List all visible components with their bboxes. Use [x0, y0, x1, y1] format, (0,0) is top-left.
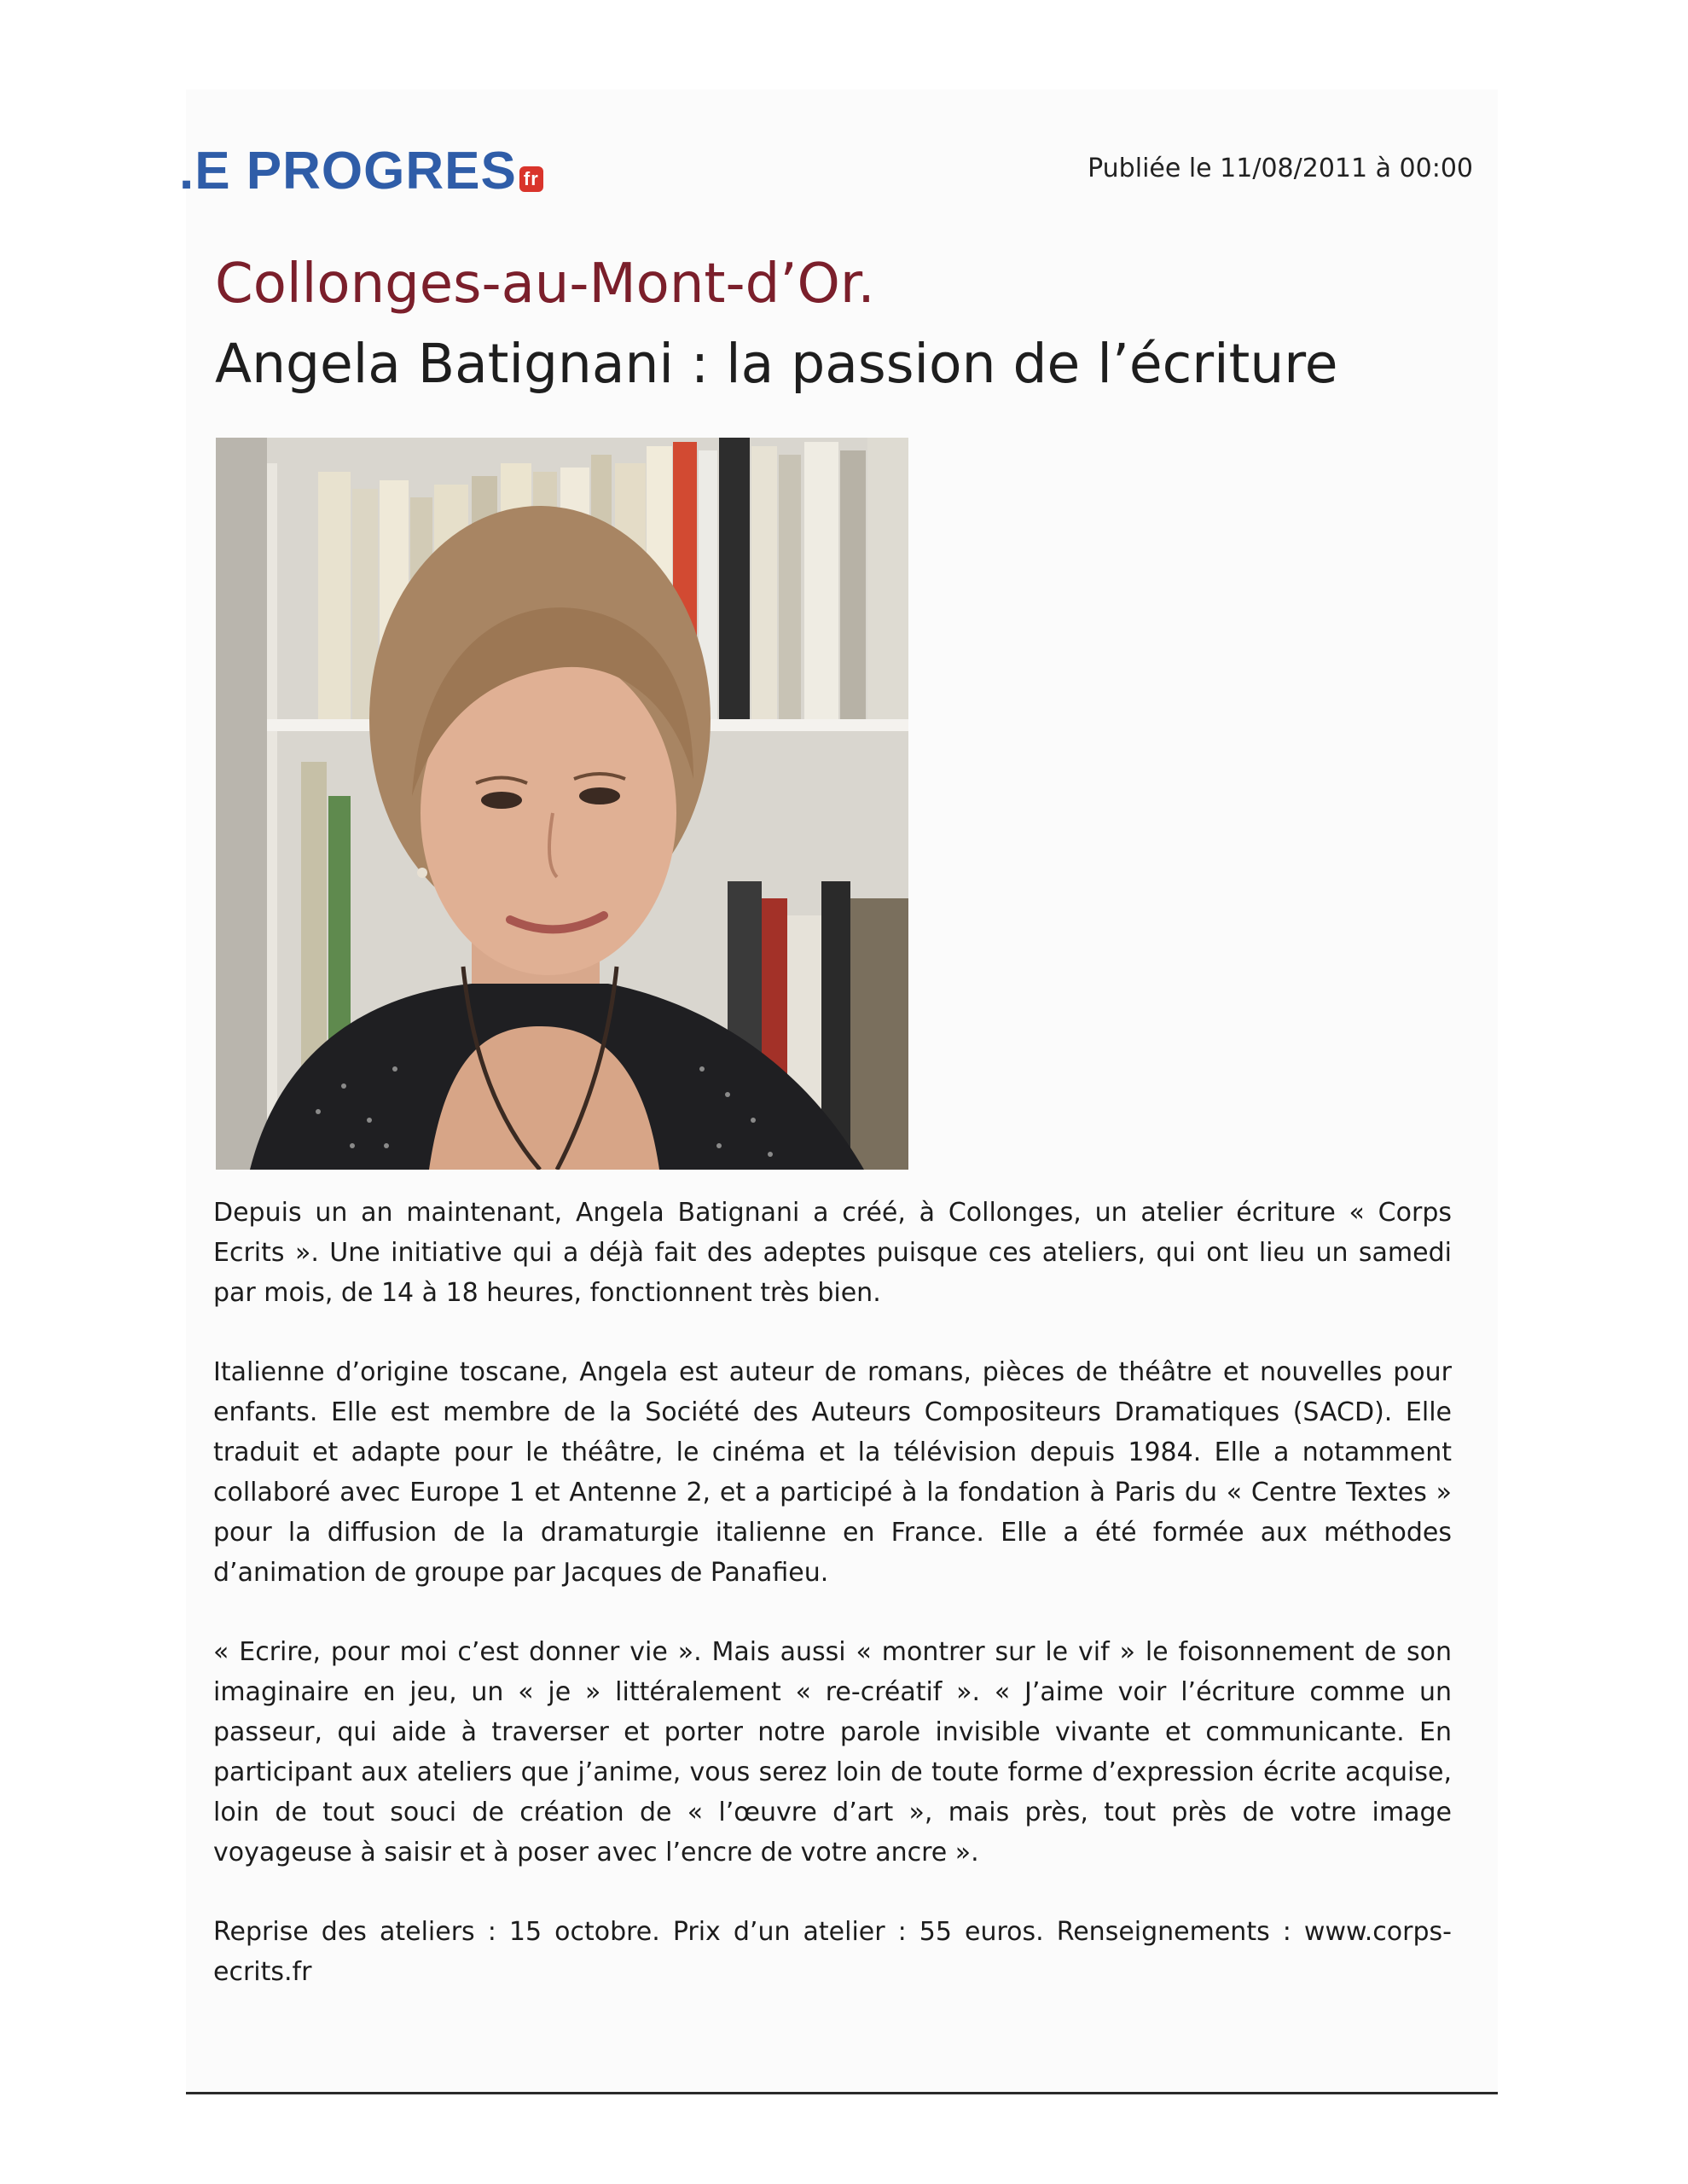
newspaper-logo — [179, 141, 543, 201]
logo-badge: fr — [519, 166, 543, 192]
article-body — [213, 1193, 1452, 2031]
article-paragraph: « Ecrire, pour moi c’est donner vie ». Mais aussi « montrer sur le vif » le foisonnement de son imaginaire en jeu, un « je » littéralement « re-créatif ». « J’aime voir l’écriture comme un passeur, qui aide à traverser et porter notre parole invisible vivante et communicante. En participant aux ateliers que j’anime, vous serez loin de toute forme d’expression écrite acquise, loin de tout souci de création de « l’œuvre d’art », mais près, tout près de votre image voyageuse à saisir et à poser avec l’encre de votre ancre ». — [213, 1637, 1452, 1867]
article-paragraph: Italienne d’origine toscane, Angela est auteur de romans, pièces de théâtre et nouvelles pour enfants. Elle est membre de la Société des Auteurs Compositeurs Dramatiques (SACD). Elle traduit et adapte pour le théâtre, le cinéma et la télévision depuis 1984. Elle a notamment collaboré avec Europe 1 et Antenne 2, et a participé à la fondation à Paris du « Centre Textes » pour la diffusion de la dramaturgie italienne en France. Elle a été formée aux méthodes d’animation de groupe par Jacques de Panafieu. — [213, 1357, 1452, 1588]
page-edge-line — [186, 2092, 1498, 2094]
publication-date: Publiée le 11/08/2011 à 00:00 — [1088, 154, 1473, 183]
article-title: Angela Batignani : la passion de l’écriture — [215, 333, 1338, 395]
portrait-photo — [216, 438, 908, 1170]
article-paragraph: Depuis un an maintenant, Angela Batignani a créé, à Collonges, un atelier écriture « Corps Ecrits ». Une initiative qui a déjà fait des adeptes puisque ces ateliers, qui ont lieu un samedi par mois, de 14 à 18 heures, fonctionnent très bien. — [213, 1198, 1452, 1308]
article-kicker: Collonges-au-Mont-d’Or. — [215, 253, 875, 316]
article-paragraph: Reprise des ateliers : 15 octobre. Prix d’un atelier : 55 euros. Renseignements : www.corps-ecrits.fr — [213, 1917, 1452, 1987]
logo-text: .E PROGRES — [179, 142, 517, 200]
